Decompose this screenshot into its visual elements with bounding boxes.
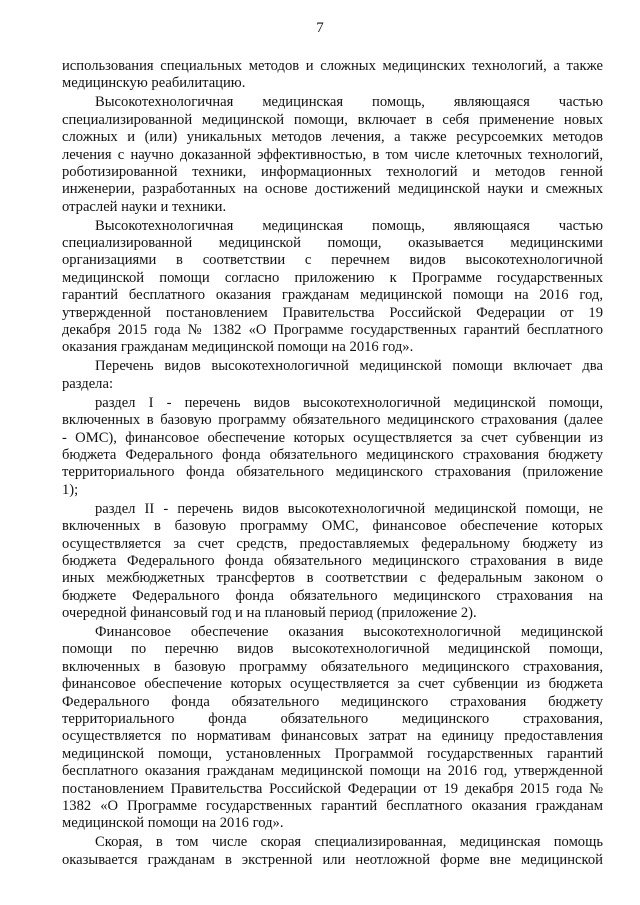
- text-line: иных межбюджетных трансфертов в соответствии с федеральным законом о: [62, 570, 603, 587]
- text-line: 1);: [62, 481, 79, 498]
- text-line: раздел I - перечень видов высокотехнологичной медицинской помощи,: [95, 394, 603, 411]
- text-line: Высокотехнологичная медицинская помощь, являющаяся частью: [95, 94, 603, 111]
- paragraph: [62, 501, 603, 623]
- text-line: отраслей науки и техники.: [62, 198, 227, 215]
- text-line: территориального фонда обязательного медицинского страхования,: [62, 711, 603, 728]
- text-line: бюджета Федерального фонда обязательного медицинского страхования в виде: [62, 552, 603, 569]
- text-line: гарантий бесплатного оказания гражданам медицинской помощи на 2016 год,: [62, 287, 603, 304]
- text-line: утвержденной постановлением Правительства Российской Федерации от 19: [62, 304, 603, 321]
- text-line: осуществляется по нормативам финансовых затрат на единицу предоставления: [62, 728, 603, 745]
- text-line: бесплатного оказания гражданам медицинской помощи на 2016 год, утвержденной: [62, 763, 603, 780]
- text-line: - ОМС), финансовое обеспечение которых осуществляется за счет субвенции из: [62, 429, 603, 446]
- text-line: территориального фонда обязательного медицинского страхования (приложение: [62, 464, 603, 481]
- paragraph: [62, 624, 603, 833]
- text-line: финансовое обеспечение которых осуществляется за счет субвенции из бюджета: [62, 676, 603, 693]
- text-line: Скорая, в том числе скорая специализированная, медицинская помощь: [95, 834, 603, 851]
- text-line: помощи по перечню видов высокотехнологичной медицинской помощи,: [62, 641, 603, 658]
- text-line: раздела:: [62, 375, 113, 392]
- text-line: включенных в базовую программу ОМС, финансовое обеспечение которых: [62, 518, 603, 535]
- text-line: включенных в базовую программу обязательного медицинского страхования (далее: [62, 412, 603, 429]
- text-line: включенных в базовую программу обязательного медицинского страхования,: [62, 658, 603, 675]
- text-line: Федерального фонда обязательного медицинского страхования бюджету: [62, 693, 603, 710]
- page-number: 7: [316, 20, 324, 36]
- text-line: Перечень видов высокотехнологичной медицинской помощи включает два: [95, 358, 603, 375]
- text-line: сложных и (или) уникальных методов лечения, а также ресурсоемких методов: [62, 129, 603, 146]
- text-line: инженерии, разработанных на основе достижений медицинской науки и смежных: [62, 181, 603, 198]
- paragraph: [62, 395, 603, 499]
- text-line: постановлением Правительства Российской Федерации от 19 декабря 2015 года №: [62, 780, 603, 797]
- text-line: оказания гражданам медицинской помощи на 2016 год».: [62, 339, 414, 356]
- paragraph: [62, 218, 603, 357]
- text-line: Финансовое обеспечение оказания высокотехнологичной медицинской: [95, 624, 603, 641]
- text-line: лечения с научно доказанной эффективностью, в том числе клеточных технологий,: [62, 146, 603, 163]
- paragraph: [62, 58, 603, 93]
- text-line: специализированной медицинской помощи, включает в себя применение новых: [62, 111, 603, 128]
- text-line: осуществляется за счет средств, предоставляемых федеральному бюджету из: [62, 535, 603, 552]
- text-line: специализированной медицинской помощи, оказывается медицинскими: [62, 235, 603, 252]
- text-line: роботизированной техники, информационных технологий и методов генной: [62, 163, 603, 180]
- text-line: декабря 2015 года № 1382 «О Программе государственных гарантий бесплатного: [62, 322, 603, 339]
- text-line: бюджета Федерального фонда обязательного медицинского страхования бюджету: [62, 446, 603, 463]
- text-line: медицинской помощи согласно приложению к Программе государственных: [62, 269, 603, 286]
- text-line: очередной финансовый год и на плановый период (приложение 2).: [62, 605, 477, 622]
- paragraph: [62, 834, 603, 869]
- document-body: [62, 58, 603, 871]
- text-line: медицинской помощи, установленных Программой государственных гарантий: [62, 745, 603, 762]
- text-line: организациями в соответствии с перечнем видов высокотехнологичной: [62, 252, 603, 269]
- text-line: медицинскую реабилитацию.: [62, 75, 246, 92]
- text-line: раздел II - перечень видов высокотехнологичной медицинской помощи, не: [95, 500, 603, 517]
- text-line: 1382 «О Программе государственных гарантий бесплатного оказания гражданам: [62, 797, 603, 814]
- text-line: Высокотехнологичная медицинская помощь, являющаяся частью: [95, 217, 603, 234]
- paragraph: [62, 94, 603, 216]
- text-line: медицинской помощи на 2016 год».: [62, 815, 284, 832]
- text-line: использования специальных методов и сложных медицинских технологий, а также: [62, 58, 603, 74]
- paragraph: [62, 358, 603, 393]
- text-line: оказывается гражданам в экстренной или неотложной форме вне медицинской: [62, 851, 603, 868]
- text-line: бюджете Федерального фонда обязательного медицинского страхования на: [62, 587, 603, 604]
